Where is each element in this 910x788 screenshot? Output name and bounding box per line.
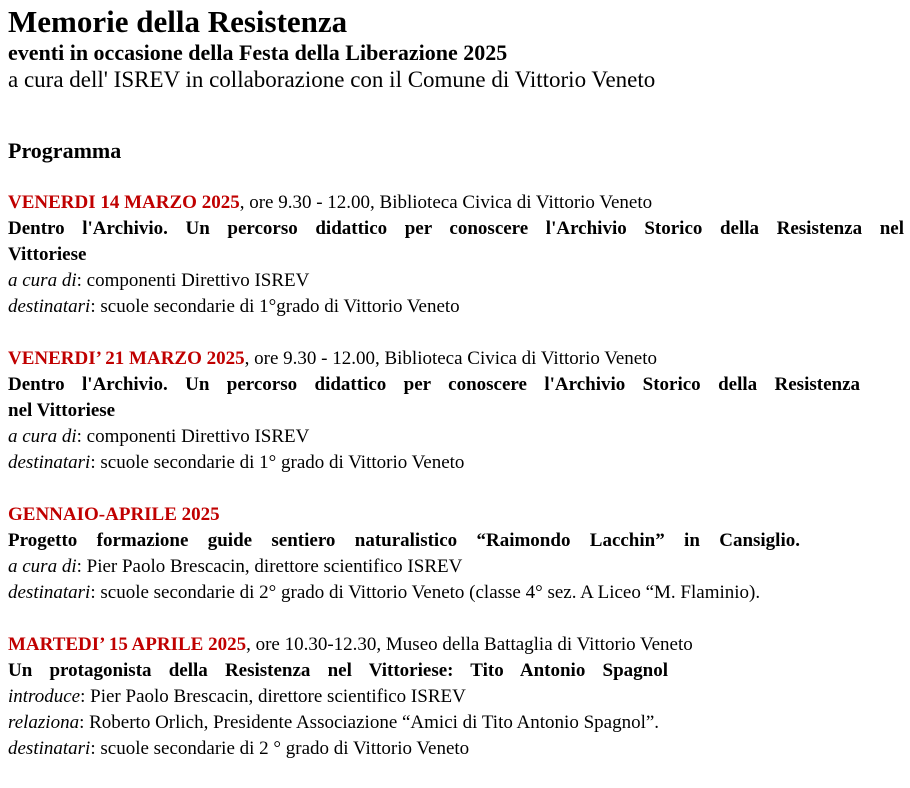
- event-4-destinatari-value: : scuole secondarie di 2 ° grado di Vittorio Veneto: [90, 738, 470, 759]
- event-1-destinatari: [8, 294, 904, 320]
- event-1-date: VENERDI 14 MARZO 2025: [8, 192, 240, 213]
- event-3: [8, 502, 904, 606]
- event-1-header: [8, 190, 904, 216]
- event-2-a-cura: [8, 424, 904, 450]
- event-4-destinatari: [8, 736, 904, 762]
- event-3-a-cura-value: : Pier Paolo Brescacin, direttore scientifico ISREV: [76, 556, 463, 577]
- event-4-header: [8, 632, 904, 658]
- event-1-destinatari-label: destinatari: [8, 296, 91, 317]
- event-4-introduce: [8, 684, 904, 710]
- event-2-title-line2: nel Vittoriese: [8, 400, 116, 421]
- event-1-a-cura: [8, 268, 904, 294]
- curator-line: a cura dell' ISREV in collaborazione con il Comune di Vittorio Veneto: [8, 67, 656, 92]
- event-3-date: GENNAIO-APRILE 2025: [8, 504, 220, 525]
- event-2-details: , ore 9.30 - 12.00, Biblioteca Civica di Vittorio Veneto: [244, 348, 658, 369]
- event-4-relaziona: [8, 710, 904, 736]
- document-page: [8, 4, 904, 762]
- event-4-relaziona-label: relaziona: [8, 712, 80, 733]
- section-heading-programma: Programma: [8, 138, 122, 163]
- event-4-title-line1: Un protagonista della Resistenza nel Vittoriese: Tito Antonio Spagnol: [8, 660, 668, 681]
- event-1-destinatari-value: : scuole secondarie di 1°grado di Vittorio Veneto: [90, 296, 460, 317]
- event-3-title-line1: Progetto formazione guide sentiero naturalistico “Raimondo Lacchin” in Cansiglio.: [8, 530, 800, 551]
- event-3-destinatari: [8, 580, 904, 606]
- event-2: [8, 346, 904, 476]
- event-4-introduce-value: : Pier Paolo Brescacin, direttore scientifico ISREV: [80, 686, 466, 707]
- event-3-destinatari-value: : scuole secondarie di 2° grado di Vittorio Veneto (classe 4° sez. A Liceo “M. Flaminio).: [90, 582, 761, 603]
- event-3-destinatari-label: destinatari: [8, 582, 91, 603]
- event-4-destinatari-label: destinatari: [8, 738, 91, 759]
- event-2-a-cura-label: a cura di: [8, 426, 77, 447]
- event-4-introduce-label: introduce: [8, 686, 81, 707]
- event-1-details: , ore 9.30 - 12.00, Biblioteca Civica di Vittorio Veneto: [239, 192, 653, 213]
- event-2-title-line1: Dentro l'Archivio. Un percorso didattico per conoscere l'Archivio Storico della Resistenza: [8, 374, 860, 395]
- page-title: Memorie della Resistenza: [8, 4, 348, 39]
- event-1-a-cura-value: : componenti Direttivo ISREV: [76, 270, 310, 291]
- event-1-title-line1: Dentro l'Archivio. Un percorso didattico per conoscere l'Archivio Storico della Resistenza nel: [8, 218, 904, 239]
- event-3-a-cura: [8, 554, 904, 580]
- event-2-a-cura-value: : componenti Direttivo ISREV: [76, 426, 310, 447]
- event-1-title-line2: Vittoriese: [8, 244, 87, 265]
- event-2-date: VENERDI’ 21 MARZO 2025: [8, 348, 245, 369]
- event-2-destinatari-label: destinatari: [8, 452, 91, 473]
- event-2-header: [8, 346, 904, 372]
- event-4-relaziona-value: : Roberto Orlich, Presidente Associazione “Amici di Tito Antonio Spagnol”.: [79, 712, 660, 733]
- event-2-destinatari: [8, 450, 904, 476]
- event-4-details: , ore 10.30-12.30, Museo della Battaglia di Vittorio Veneto: [246, 634, 693, 655]
- event-3-header: [8, 502, 904, 528]
- event-1-a-cura-label: a cura di: [8, 270, 77, 291]
- event-2-destinatari-value: : scuole secondarie di 1° grado di Vittorio Veneto: [90, 452, 465, 473]
- event-4-date: MARTEDI’ 15 APRILE 2025: [8, 634, 247, 655]
- event-4: [8, 632, 904, 762]
- event-3-a-cura-label: a cura di: [8, 556, 77, 577]
- event-1: [8, 190, 904, 320]
- page-subtitle: eventi in occasione della Festa della Liberazione 2025: [8, 40, 508, 65]
